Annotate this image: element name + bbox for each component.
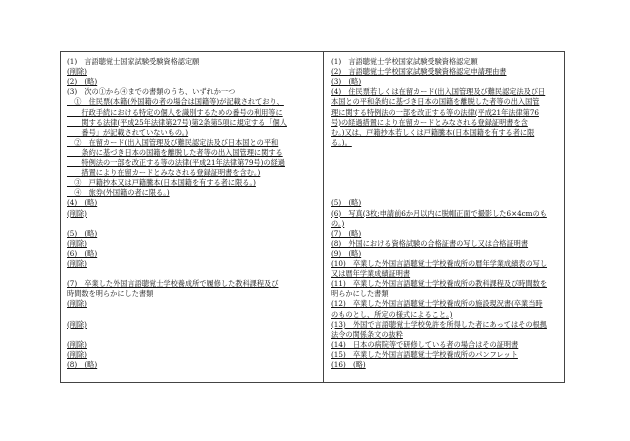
- left-line: (削除): [67, 259, 87, 268]
- left-line: (削除): [67, 67, 87, 77]
- left-line: 関する法律(平成25年法律第27号)第2条第5項に規定する「個人: [67, 117, 287, 127]
- left-line: (5) (略): [67, 228, 98, 238]
- right-line: (8) 外国における資格試験の合格証書の写し又は合格証明書: [331, 238, 529, 248]
- left-line: ① 住民票(本籍(外国籍の者の場合は国籍等)が記載されており、: [67, 97, 284, 107]
- left-line: (削除): [67, 319, 87, 329]
- right-line: (12) 卒業した外国言語聴覚士学校養成所の施設現況書(卒業当時: [331, 299, 543, 309]
- right-line: (6) 写真(3枚;申請前6か月以内に脱帽正面で撮影した6×4cmのも: [331, 208, 547, 218]
- left-line: 時間数を明らかにした書類: [67, 289, 154, 299]
- right-line: 法令の関係条文の抜粋: [331, 329, 403, 339]
- right-line: (9) (略): [331, 248, 362, 258]
- right-line: のものとし、所定の様式によること。): [331, 309, 453, 319]
- left-line: ② 在留カード(出入国管理及び難民認定法及び日本国との平和: [67, 137, 279, 147]
- right-line: 理に関する特例法の一部を改正する等の法律(平成21年法律第76: [331, 107, 539, 117]
- right-line: る。)。: [331, 137, 352, 147]
- right-line: (11) 卒業した外国言語聴覚士学校養成所の教科課程及び時間数を: [331, 279, 548, 289]
- right-line: (14) 日本の病院等で研修している者の場合はその証明書: [331, 339, 519, 349]
- left-line: 番号」が記載されていないもの。): [67, 127, 189, 137]
- right-line: む。)又は、戸籍抄本若しくは戸籍騰本(日本国籍を有する者に限: [331, 127, 535, 137]
- left-line: (削除): [67, 238, 87, 248]
- right-line: (1) 言語聴覚士学校国家試験受験資格認定願: [331, 57, 478, 66]
- left-line: (6) (略): [67, 248, 98, 258]
- left-line: (4) (略): [67, 198, 98, 208]
- left-line: (2) (略): [67, 77, 98, 87]
- column-divider: [323, 52, 324, 382]
- right-line: (13) 外国で言語聴覚士学校免許を所得した者にあってはその根拠: [331, 319, 547, 329]
- left-line: (削除): [67, 349, 87, 359]
- right-line: (4) 住民票若しくは在留カード(出入国管理及び難民認定法及び日: [331, 87, 546, 97]
- right-line: 明らかにした書類: [331, 289, 389, 299]
- left-line: 措置により在留カードとみなされる登録証明書を含む。): [67, 168, 261, 178]
- left-line: 行政手続における特定の個人を識別するための番号の利用等に: [67, 107, 283, 117]
- left-line: ③ 戸籍抄本又は戸籍騰本(日本国籍を有する者に限る。): [67, 178, 256, 188]
- right-line: 号)の経過措置により在留カードとみなされる登録証明書を含: [331, 117, 528, 127]
- right-line: (2) 言語聴覚士学校国家試験受験資格認定申請理由書: [331, 67, 507, 77]
- left-line: 特例法の一部を改正する等の法律(平成21年法律第79号)の経過: [67, 158, 285, 167]
- left-line: (8) (略): [67, 360, 98, 369]
- left-line: (削除): [67, 208, 87, 218]
- left-line: (削除): [67, 299, 87, 309]
- right-line: 本国との平和条約に基づき日本の国籍を離脱した者等の出入国管: [331, 97, 540, 107]
- right-line: (3) (略): [331, 77, 362, 87]
- right-line: (10) 卒業した外国言語聴覚士学校養成所の暦年学業成績表の写し: [331, 259, 548, 268]
- left-line: (削除): [67, 339, 87, 349]
- left-line: (1) 言語聴覚士国家試験受験資格認定願: [67, 57, 200, 66]
- left-line: (3) 次の①から④までの書類のうち、いずれか一つ: [67, 87, 236, 97]
- right-line: (5) (略): [331, 198, 362, 208]
- left-line: (7) 卒業した外国言語聴覚士学校養成所で履修した教科課程及び: [67, 279, 279, 289]
- right-line: の。): [331, 218, 345, 228]
- right-line: (15) 卒業した外国言語聴覚士学校養成所のパンフレット: [331, 349, 518, 359]
- right-line: 又は暦年学業成績証明書: [331, 269, 411, 279]
- left-line: ④ 旅券(外国籍の者に限る。): [67, 188, 170, 198]
- right-line: (16) (略): [331, 360, 366, 369]
- comparison-table: [60, 51, 565, 383]
- left-line: 条約に基づき日本の国籍を離脱した者等の出入国管理に関する: [67, 147, 283, 157]
- right-line: (7) (略): [331, 228, 362, 238]
